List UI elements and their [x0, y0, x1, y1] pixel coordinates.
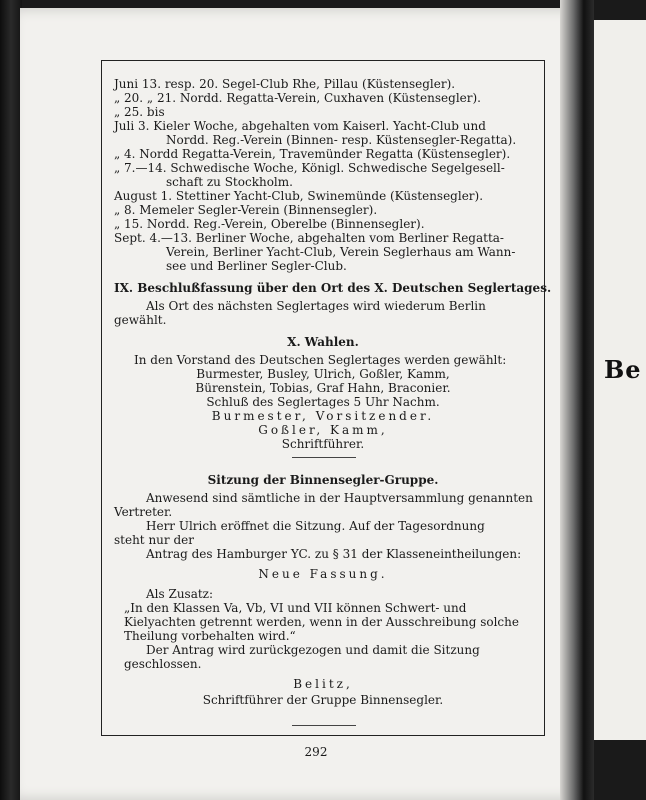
- paragraph-line: Antrag des Hamburger YC. zu § 31 der Klasseneintheilungen:: [146, 547, 522, 561]
- paragraph-line: Burmester, Busley, Ulrich, Goßler, Kamm,: [196, 367, 450, 381]
- schedule-line: „ 8. Memeler Segler-Verein (Binnensegler).: [114, 203, 378, 217]
- schedule-line: „ 25. bis: [114, 105, 165, 119]
- paragraph-line: In den Vorstand des Deutschen Seglertages werden gewählt:: [134, 353, 507, 367]
- paragraph-line: „In den Klassen Va, Vb, VI und VII können Schwert- und: [124, 601, 467, 615]
- signature-line: Schriftführer.: [281, 437, 365, 451]
- signature-line: Goßler, Kamm,: [258, 423, 388, 437]
- paragraph-line: Schluß des Seglertages 5 Uhr Nachm.: [206, 395, 440, 409]
- section-heading: X. Wahlen.: [287, 335, 359, 349]
- signature-line: Burmester, Vorsitzender.: [211, 409, 435, 423]
- paragraph-line: Als Zusatz:: [146, 587, 214, 601]
- schedule-line: August 1. Stettiner Yacht-Club, Swinemünde (Küstensegler).: [114, 189, 484, 203]
- signature-line: Belitz,: [293, 677, 353, 691]
- end-divider: [292, 725, 356, 726]
- paragraph-line: Als Ort des nächsten Seglertages wird wiederum Berlin: [146, 299, 486, 313]
- paragraph-line: geschlossen.: [124, 657, 202, 671]
- paragraph-line: Der Antrag wird zurückgezogen und damit die Sitzung: [146, 643, 480, 657]
- schedule-line: Sept. 4.—13. Berliner Woche, abgehalten vom Berliner Regatta-: [114, 231, 504, 245]
- paragraph-line: Kielyachten getrennt werden, wenn in der Ausschreibung solche: [124, 615, 519, 629]
- paragraph-line: Bürenstein, Tobias, Graf Hahn, Braconier.: [195, 381, 451, 395]
- section-heading: Sitzung der Binnensegler-Gruppe.: [207, 473, 439, 487]
- schedule-line: „ 7.—14. Schwedische Woche, Königl. Schwedische Segelgesell-: [114, 161, 505, 175]
- schedule-line: Juni 13. resp. 20. Segel-Club Rhe, Pillau (Küstensegler).: [114, 77, 456, 91]
- left-binding-edge: [0, 0, 22, 800]
- schedule-line: schaft zu Stockholm.: [166, 175, 293, 189]
- paragraph-line: Herr Ulrich eröffnet die Sitzung. Auf der Tagesordnung: [146, 519, 485, 533]
- signature-line: Schriftführer der Gruppe Binnensegler.: [202, 693, 444, 707]
- schedule-line: Nordd. Reg.-Verein (Binnen- resp. Küstensegler-Regatta).: [166, 133, 517, 147]
- page-number: 292: [304, 745, 328, 759]
- schedule-line: see und Berliner Segler-Club.: [166, 259, 347, 273]
- paragraph-line: Theilung vorbehalten wird.“: [124, 629, 296, 643]
- text-frame: [101, 60, 552, 736]
- schedule-line: Verein, Berliner Yacht-Club, Verein Seglerhaus am Wann-: [166, 245, 516, 259]
- subheading: Neue Fassung.: [258, 567, 388, 581]
- facing-page-text-fragment: Be: [604, 355, 642, 384]
- paragraph-line: steht nur der: [114, 533, 194, 547]
- schedule-line: Juli 3. Kieler Woche, abgehalten vom Kaiserl. Yacht-Club und: [114, 119, 486, 133]
- book-gutter: [560, 0, 594, 800]
- schedule-line: „ 20. „ 21. Nordd. Regatta-Verein, Cuxhaven (Küstensegler).: [114, 91, 481, 105]
- schedule-line: „ 4. Nordd Regatta-Verein, Travemünder Regatta (Küstensegler).: [114, 147, 511, 161]
- paragraph-line: gewählt.: [114, 313, 167, 327]
- section-divider: [292, 457, 356, 458]
- section-heading: IX. Beschlußfassung über den Ort des X. Deutschen Seglertages.: [114, 281, 552, 295]
- schedule-line: „ 15. Nordd. Reg.-Verein, Oberelbe (Binnensegler).: [114, 217, 425, 231]
- paragraph-line: Vertreter.: [114, 505, 173, 519]
- paragraph-line: Anwesend sind sämtliche in der Hauptversammlung genannten: [146, 491, 533, 505]
